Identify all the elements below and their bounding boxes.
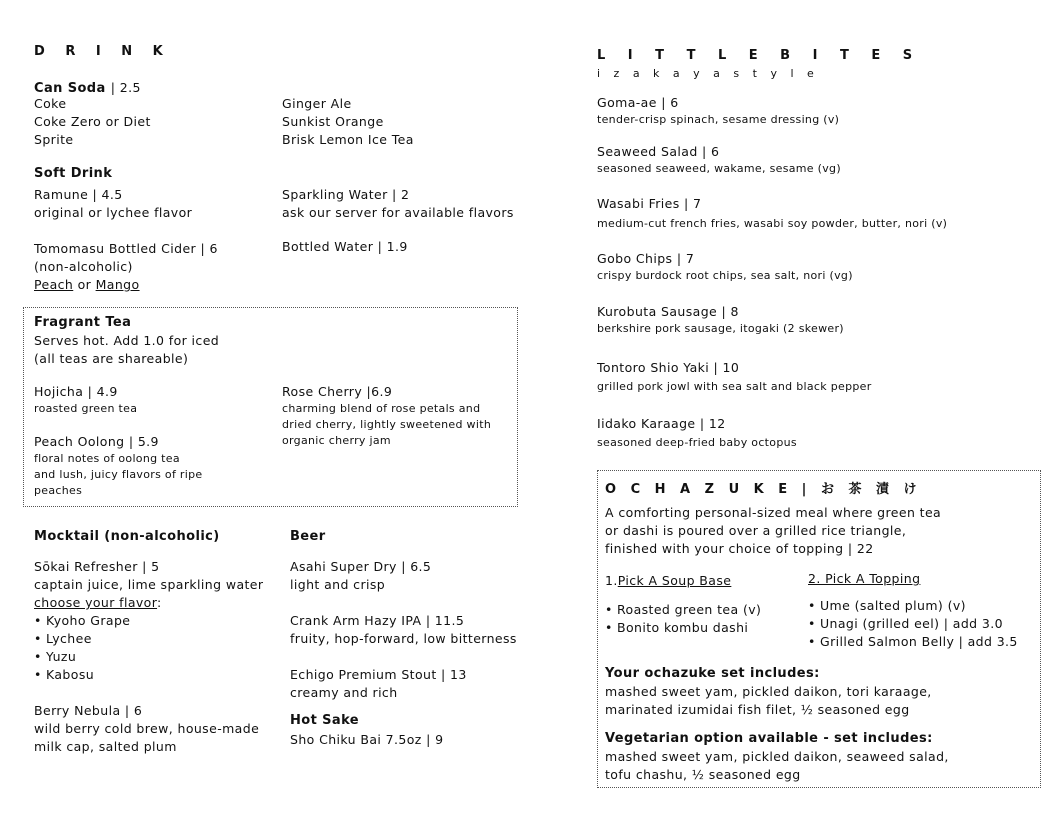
bite-desc: tender-crisp spinach, sesame dressing (v) bbox=[597, 113, 840, 126]
beer-item bbox=[290, 558, 431, 594]
list-item: • Yuzu bbox=[34, 648, 263, 666]
bite-desc: grilled pork jowl with sea salt and black pepper bbox=[597, 380, 872, 393]
sparkling-name: Sparkling Water | 2 bbox=[282, 187, 410, 202]
drink-title: D R I N K bbox=[34, 44, 171, 59]
peach-oolong-desc: floral notes of oolong tea bbox=[34, 452, 180, 465]
list-item: • Unagi (grilled eel) | add 3.0 bbox=[808, 615, 1018, 633]
bite-name: Seaweed Salad | 6 bbox=[597, 144, 720, 159]
ochazuke-title: O C H A Z U K E | お 茶 漬 け bbox=[605, 482, 922, 497]
beer-name: Crank Arm Hazy IPA | 11.5 bbox=[290, 613, 465, 628]
fragrant-tea-title: Fragrant Tea bbox=[34, 315, 132, 330]
hojicha-desc: roasted green tea bbox=[34, 402, 138, 415]
berry-nebula-desc: wild berry cold brew, house-made bbox=[34, 721, 260, 736]
hojicha-name: Hojicha | 4.9 bbox=[34, 384, 118, 399]
rose-cherry-desc: charming blend of rose petals and bbox=[282, 402, 481, 415]
hot-sake-title: Hot Sake bbox=[290, 713, 359, 728]
set-includes-desc bbox=[605, 683, 932, 719]
can-soda-price: | 2.5 bbox=[110, 80, 141, 95]
soup-base-label: Pick A Soup Base bbox=[617, 573, 732, 588]
set-line: mashed sweet yam, pickled daikon, tori karaage, bbox=[605, 684, 932, 699]
list-item: Sprite bbox=[34, 132, 74, 147]
tea-note-1: Serves hot. Add 1.0 for iced bbox=[34, 333, 220, 348]
sparkling-item bbox=[282, 186, 514, 222]
beer-name: Asahi Super Dry | 6.5 bbox=[290, 559, 432, 574]
list-item: • Bonito kombu dashi bbox=[605, 619, 761, 637]
beer-name: Echigo Premium Stout | 13 bbox=[290, 667, 467, 682]
cider-name: Tomomasu Bottled Cider | 6 bbox=[34, 241, 218, 256]
bite-item bbox=[597, 415, 797, 451]
or-text: or bbox=[77, 277, 92, 292]
list-item: • Roasted green tea (v) bbox=[605, 601, 761, 619]
berry-nebula-desc: milk cap, salted plum bbox=[34, 739, 177, 754]
list-item: • Ume (salted plum) (v) bbox=[808, 597, 1018, 615]
beer-item bbox=[290, 612, 517, 648]
bite-name: Iidako Karaage | 12 bbox=[597, 416, 726, 431]
berry-nebula-name: Berry Nebula | 6 bbox=[34, 703, 143, 718]
sparkling-desc: ask our server for available flavors bbox=[282, 205, 514, 220]
can-soda-list-left bbox=[34, 95, 151, 149]
bite-name: Goma-ae | 6 bbox=[597, 95, 679, 110]
sokai-desc: captain juice, lime sparkling water bbox=[34, 577, 264, 592]
berry-nebula-item bbox=[34, 702, 259, 756]
rose-cherry-name: Rose Cherry |6.9 bbox=[282, 384, 393, 399]
beer-desc: fruity, hop-forward, low bitterness bbox=[290, 631, 517, 646]
beer-title: Beer bbox=[290, 529, 326, 544]
hot-sake-item: Sho Chiku Bai 7.5oz | 9 bbox=[290, 732, 444, 747]
bite-desc: medium-cut french fries, wasabi soy powder, butter, nori (v) bbox=[597, 217, 948, 230]
bite-item bbox=[597, 250, 853, 284]
can-soda-list-right bbox=[282, 95, 414, 149]
bottled-water: Bottled Water | 1.9 bbox=[282, 239, 408, 254]
rose-cherry-item bbox=[282, 383, 491, 449]
bite-item bbox=[597, 195, 947, 232]
sokai-item bbox=[34, 558, 263, 684]
soup-list bbox=[605, 601, 761, 637]
beer-item bbox=[290, 666, 467, 702]
bite-name: Kurobuta Sausage | 8 bbox=[597, 304, 739, 319]
mango-flavor: Mango bbox=[95, 277, 140, 292]
intro-line: or dashi is poured over a grilled rice triangle, bbox=[605, 523, 907, 538]
list-item: • Lychee bbox=[34, 630, 263, 648]
choose-flavor-label bbox=[34, 594, 263, 612]
list-item: Coke Zero or Diet bbox=[34, 114, 151, 129]
ramune-item bbox=[34, 186, 192, 222]
list-item: • Grilled Salmon Belly | add 3.5 bbox=[808, 633, 1018, 651]
rose-cherry-desc: organic cherry jam bbox=[282, 434, 391, 447]
list-item: Coke bbox=[34, 96, 67, 111]
list-item: • Kabosu bbox=[34, 666, 263, 684]
bite-name: Gobo Chips | 7 bbox=[597, 251, 695, 266]
choose-flavor-link: choose your flavor bbox=[34, 595, 158, 610]
bite-desc: crispy burdock root chips, sea salt, nori (vg) bbox=[597, 269, 853, 282]
peach-flavor: Peach bbox=[34, 277, 74, 292]
veg-line: tofu chashu, ½ seasoned egg bbox=[605, 767, 801, 782]
vegetarian-title: Vegetarian option available - set includes: bbox=[605, 731, 933, 746]
soup-number: 1. bbox=[605, 573, 618, 588]
list-item: Ginger Ale bbox=[282, 96, 352, 111]
can-soda-name: Can Soda bbox=[34, 81, 106, 96]
bite-desc: seasoned deep-fried baby octopus bbox=[597, 436, 797, 449]
flavor-list bbox=[34, 612, 263, 684]
rose-cherry-desc: dried cherry, lightly sweetened with bbox=[282, 418, 492, 431]
set-line: marinated izumidai fish filet, ½ seasoned egg bbox=[605, 702, 910, 717]
topping-list bbox=[808, 597, 1018, 651]
peach-oolong-item bbox=[34, 433, 202, 499]
intro-line: A comforting personal-sized meal where green tea bbox=[605, 505, 942, 520]
intro-line: finished with your choice of topping | 22 bbox=[605, 541, 874, 556]
topping-heading: 2. Pick A Topping bbox=[808, 571, 921, 586]
cider-desc: (non-alcoholic) bbox=[34, 259, 133, 274]
bite-item bbox=[597, 94, 839, 128]
little-bites-subtitle: i z a k a y a s t y l e bbox=[597, 67, 819, 80]
peach-oolong-name: Peach Oolong | 5.9 bbox=[34, 434, 159, 449]
sokai-name: Sōkai Refresher | 5 bbox=[34, 559, 160, 574]
ramune-name: Ramune | 4.5 bbox=[34, 187, 123, 202]
ochazuke-intro bbox=[605, 504, 941, 558]
cider-item bbox=[34, 240, 218, 294]
bite-item bbox=[597, 303, 844, 337]
list-item: Brisk Lemon Ice Tea bbox=[282, 132, 414, 147]
bite-name: Wasabi Fries | 7 bbox=[597, 196, 702, 211]
vegetarian-desc bbox=[605, 748, 949, 784]
bite-item bbox=[597, 359, 872, 395]
soup-base-heading bbox=[605, 572, 731, 590]
tea-note-2: (all teas are shareable) bbox=[34, 351, 189, 366]
bite-name: Tontoro Shio Yaki | 10 bbox=[597, 360, 740, 375]
hojicha-item bbox=[34, 383, 137, 417]
little-bites-title: L I T T L E B I T E S bbox=[597, 48, 922, 63]
set-includes-title: Your ochazuke set includes: bbox=[605, 666, 820, 681]
colon-text: : bbox=[157, 595, 162, 610]
bite-item bbox=[597, 143, 841, 177]
bite-desc: berkshire pork sausage, itogaki (2 skewer) bbox=[597, 322, 844, 335]
peach-oolong-desc: peaches bbox=[34, 484, 83, 497]
mocktail-title: Mocktail (non-alcoholic) bbox=[34, 529, 220, 544]
veg-line: mashed sweet yam, pickled daikon, seaweed salad, bbox=[605, 749, 949, 764]
beer-desc: light and crisp bbox=[290, 577, 386, 592]
list-item: Sunkist Orange bbox=[282, 114, 384, 129]
list-item: • Kyoho Grape bbox=[34, 612, 263, 630]
soft-drink-title: Soft Drink bbox=[34, 166, 113, 181]
peach-oolong-desc: and lush, juicy flavors of ripe bbox=[34, 468, 203, 481]
cider-flavors bbox=[34, 276, 218, 294]
beer-desc: creamy and rich bbox=[290, 685, 398, 700]
bite-desc: seasoned seaweed, wakame, sesame (vg) bbox=[597, 162, 841, 175]
ramune-desc: original or lychee flavor bbox=[34, 205, 193, 220]
